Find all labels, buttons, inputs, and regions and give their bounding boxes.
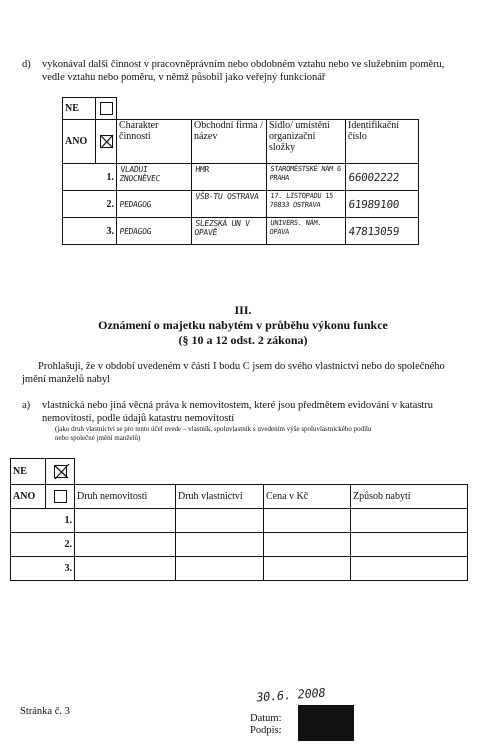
table-row — [63, 218, 419, 245]
property-table — [10, 458, 468, 581]
ano-checkbox[interactable] — [54, 490, 67, 503]
section-d-text-line2: vedle vztahu nebo poměru, v němž působil jako veřejný funkcionář — [42, 72, 326, 83]
header-ic: Identifikační číslo — [346, 120, 419, 164]
ne-checkbox[interactable] — [54, 465, 67, 478]
activities-table — [62, 97, 419, 245]
table-row — [63, 164, 419, 191]
header-firma: Obchodní firma / název — [192, 120, 267, 164]
declaration-line2: jmění manželů nabyl — [22, 374, 111, 385]
section-d-text-line1: vykonával další činnost v pracovněprávním nebo obdobném vztahu nebo ve služebním poměru, — [42, 59, 445, 70]
row-charakter: VLADUI ZNOCNĚVEC — [115, 164, 193, 191]
section-a-text-line2: nemovitostí, podle údajů katastru nemovitostí — [42, 413, 235, 424]
row-firma: SLEZSKÁ UN V OPAVĚ — [190, 218, 268, 245]
ne-checkbox[interactable] — [100, 102, 113, 115]
section-a-note-line2: nebo společné jmění manželů) — [55, 434, 141, 442]
checkmark-x-icon — [100, 133, 114, 149]
ano-checkbox-cell — [46, 485, 75, 509]
row-number: 1. — [46, 509, 75, 533]
table-row — [11, 509, 468, 533]
section-iii-number: III. — [234, 303, 252, 317]
ano-label: ANO — [11, 485, 46, 509]
page-number: Stránka č. 3 — [20, 706, 70, 717]
handwritten-date: 30.6. 2008 — [255, 685, 326, 705]
table-row — [63, 191, 419, 218]
row-ic: 61989100 — [344, 191, 420, 218]
ano-checkbox[interactable] — [100, 135, 113, 148]
row-ic: 66002222 — [344, 164, 420, 191]
declaration-line1: Prohlašuji, že v období uvedeném v části I bodu C jsem do svého vlastnictví nebo do společného — [38, 361, 445, 372]
section-a-marker: a) — [22, 400, 31, 411]
redacted-signature — [298, 705, 354, 741]
ne-label: NE — [63, 98, 96, 120]
header-druh-vlastnictvi: Druh vlastnictví — [176, 485, 264, 509]
row-sidlo: 17. LISTOPADU 15 70833 OSTRAVA — [265, 191, 347, 218]
section-iii-title: Oznámení o majetku nabytém v průběhu výkonu funkce — [98, 318, 388, 332]
ne-checkbox-cell — [46, 459, 75, 485]
row-number: 1. — [96, 164, 117, 191]
row-number: 2. — [96, 191, 117, 218]
ne-checkbox-cell — [96, 98, 117, 120]
ne-label: NE — [11, 459, 46, 485]
header-cena: Cena v Kč — [264, 485, 351, 509]
section-iii-subtitle: (§ 10 a 12 odst. 2 zákona) — [178, 333, 308, 347]
section-d-marker: d) — [22, 59, 31, 70]
header-zpusob-nabyti: Způsob nabytí — [351, 485, 468, 509]
row-firma: HMR — [190, 164, 268, 191]
row-number: 2. — [46, 533, 75, 557]
section-a-note-line1: (jako druh vlastnictví se pro tento účel uvede – vlastník, spoluvlastník s uvedením výše spoluvlastnického podílu — [55, 425, 372, 433]
table-row — [11, 533, 468, 557]
header-charakter: Charakter činnosti — [117, 120, 192, 164]
row-charakter: PEDAGOG — [115, 191, 193, 218]
row-firma: VŠB-TU OSTRAVA — [190, 191, 268, 218]
row-number: 3. — [96, 218, 117, 245]
header-sidlo: Sídlo/ umístění organizační složky — [267, 120, 346, 164]
ano-checkbox-cell — [96, 120, 117, 164]
datum-label: Datum: — [250, 713, 282, 724]
checkmark-x-icon — [54, 463, 70, 480]
header-druh-nemovitosti: Druh nemovitosti — [75, 485, 176, 509]
ano-label: ANO — [63, 120, 96, 164]
row-sidlo: STAROMĚSTSKÉ NÁM 6 PRAHA — [265, 164, 347, 191]
section-a-text-line1: vlastnická nebo jiná věcná práva k nemovitostem, které jsou předmětem evidování v katastru — [42, 400, 434, 411]
row-ic: 47813059 — [344, 218, 420, 245]
row-charakter: PEDAGOG — [115, 218, 193, 245]
row-number: 3. — [46, 557, 75, 581]
table-row — [11, 557, 468, 581]
row-sidlo: UNIVERS. NÁM. OPAVA — [265, 218, 347, 245]
podpis-label: Podpis: — [250, 725, 282, 736]
